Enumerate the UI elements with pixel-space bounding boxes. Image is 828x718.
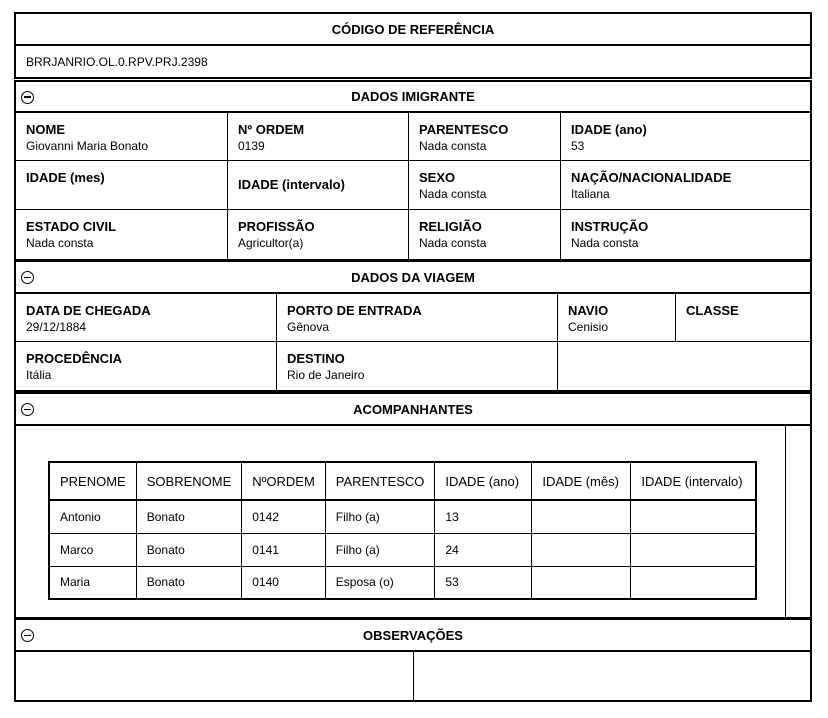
section-title-viagem: DADOS DA VIAGEM [351, 269, 475, 285]
vertical-scrollbar[interactable] [785, 426, 810, 617]
label-classe: CLASSE [686, 303, 739, 318]
label-navio: NAVIO [568, 303, 609, 318]
label-nome: NOME [26, 122, 65, 137]
value-instrucao: Nada consta [571, 236, 639, 250]
label-sexo: SEXO [419, 170, 456, 185]
table-cell: 0142 [242, 500, 326, 533]
value-sexo: Nada consta [419, 187, 487, 201]
table-cell: Maria [49, 566, 136, 599]
table-cell: 53 [435, 566, 532, 599]
field-sexo [409, 161, 561, 210]
column-header: PARENTESCO [325, 462, 435, 500]
value-profissao: Agricultor(a) [238, 236, 304, 250]
value-chegada: 29/12/1884 [26, 320, 87, 334]
table-cell: Antonio [49, 500, 136, 533]
column-header: PRENOME [49, 462, 136, 500]
field-procedencia [16, 342, 277, 390]
label-chegada: DATA DE CHEGADA [26, 303, 151, 318]
value-porto: Gênova [287, 320, 330, 334]
section-title-imigrante: DADOS IMIGRANTE [351, 89, 475, 104]
table-header-row [49, 462, 756, 500]
value-destino: Rio de Janeiro [287, 368, 365, 382]
imigrante-fields [14, 111, 812, 261]
section-title-observacoes: OBSERVAÇÕES [363, 627, 463, 643]
collapse-minus-icon[interactable] [21, 629, 34, 642]
table-cell [532, 533, 631, 566]
table-cell [631, 566, 756, 599]
column-header: IDADE (ano) [435, 462, 532, 500]
observacoes-panel [14, 650, 812, 702]
codigo-value: BRRJANRIO.OL.0.RPV.PRJ.2398 [26, 54, 208, 69]
table-cell: Bonato [136, 566, 242, 599]
table-cell: 24 [435, 533, 532, 566]
codigo-header [14, 12, 812, 46]
column-header: IDADE (mês) [532, 462, 631, 500]
field-chegada [16, 294, 277, 342]
table-cell: Esposa (o) [325, 566, 435, 599]
codigo-value-box [14, 44, 812, 79]
label-idade-intervalo: IDADE (intervalo) [238, 177, 345, 192]
column-header: NºORDEM [242, 462, 326, 500]
label-parentesco: PARENTESCO [419, 122, 509, 137]
field-porto [277, 294, 558, 342]
table-cell [532, 566, 631, 599]
value-estado-civil: Nada consta [26, 236, 94, 250]
acompanhantes-table [48, 461, 757, 600]
observacoes-divider [413, 652, 414, 700]
section-title-acompanhantes: ACOMPANHANTES [353, 401, 473, 417]
field-classe [676, 294, 810, 342]
collapse-minus-icon[interactable] [21, 403, 34, 416]
field-empty [558, 342, 810, 390]
value-navio: Cenisio [568, 320, 609, 334]
field-idade-ano [561, 113, 810, 161]
collapse-minus-icon[interactable] [21, 271, 34, 284]
field-instrucao [561, 210, 810, 259]
table-cell: Bonato [136, 500, 242, 533]
table-row [49, 533, 756, 566]
field-religiao [409, 210, 561, 259]
viagem-fields [14, 292, 812, 392]
label-ordem: Nº ORDEM [238, 122, 305, 137]
label-estado-civil: ESTADO CIVIL [26, 219, 117, 234]
section-header-imigrante[interactable] [14, 80, 812, 113]
value-nome: Giovanni Maria Bonato [26, 139, 149, 153]
label-religiao: RELIGIÃO [419, 219, 482, 234]
label-profissao: PROFISSÃO [238, 219, 315, 234]
table-cell: 13 [435, 500, 532, 533]
field-parentesco [409, 113, 561, 161]
value-nacao: Italiana [571, 187, 610, 201]
column-header: SOBRENOME [136, 462, 242, 500]
table-cell [631, 533, 756, 566]
field-idade-mes [16, 161, 228, 210]
section-header-acompanhantes[interactable] [14, 392, 812, 426]
label-nacao: NAÇÃO/NACIONALIDADE [571, 170, 732, 185]
field-nacao [561, 161, 810, 210]
table-cell [631, 500, 756, 533]
value-religiao: Nada consta [419, 236, 487, 250]
column-header: IDADE (intervalo) [631, 462, 756, 500]
field-destino [277, 342, 558, 390]
table-row [49, 566, 756, 599]
table-cell: Filho (a) [325, 533, 435, 566]
field-profissao [228, 210, 409, 259]
label-destino: DESTINO [287, 351, 345, 366]
acompanhantes-panel [14, 424, 812, 619]
value-parentesco: Nada consta [419, 139, 487, 153]
label-idade-ano: IDADE (ano) [571, 122, 647, 137]
label-idade-mes: IDADE (mes) [26, 170, 105, 185]
field-navio [558, 294, 676, 342]
codigo-header-title: CÓDIGO DE REFERÊNCIA [331, 21, 495, 37]
table-cell: 0141 [242, 533, 326, 566]
field-estado-civil [16, 210, 228, 259]
table-cell: Marco [49, 533, 136, 566]
value-procedencia: Itália [26, 368, 52, 382]
field-ordem [228, 113, 409, 161]
label-porto: PORTO DE ENTRADA [287, 303, 422, 318]
field-nome [16, 113, 228, 161]
table-cell [532, 500, 631, 533]
table-cell: Bonato [136, 533, 242, 566]
section-header-observacoes[interactable] [14, 618, 812, 652]
table-row [49, 500, 756, 533]
table-cell: 0140 [242, 566, 326, 599]
collapse-minus-icon[interactable] [21, 91, 34, 104]
table-cell: Filho (a) [325, 500, 435, 533]
field-idade-intervalo [228, 161, 409, 210]
value-ordem: 0139 [238, 139, 265, 153]
value-idade-ano: 53 [571, 139, 585, 153]
label-procedencia: PROCEDÊNCIA [26, 351, 123, 366]
label-instrucao: INSTRUÇÃO [571, 219, 649, 234]
section-header-viagem[interactable] [14, 260, 812, 294]
